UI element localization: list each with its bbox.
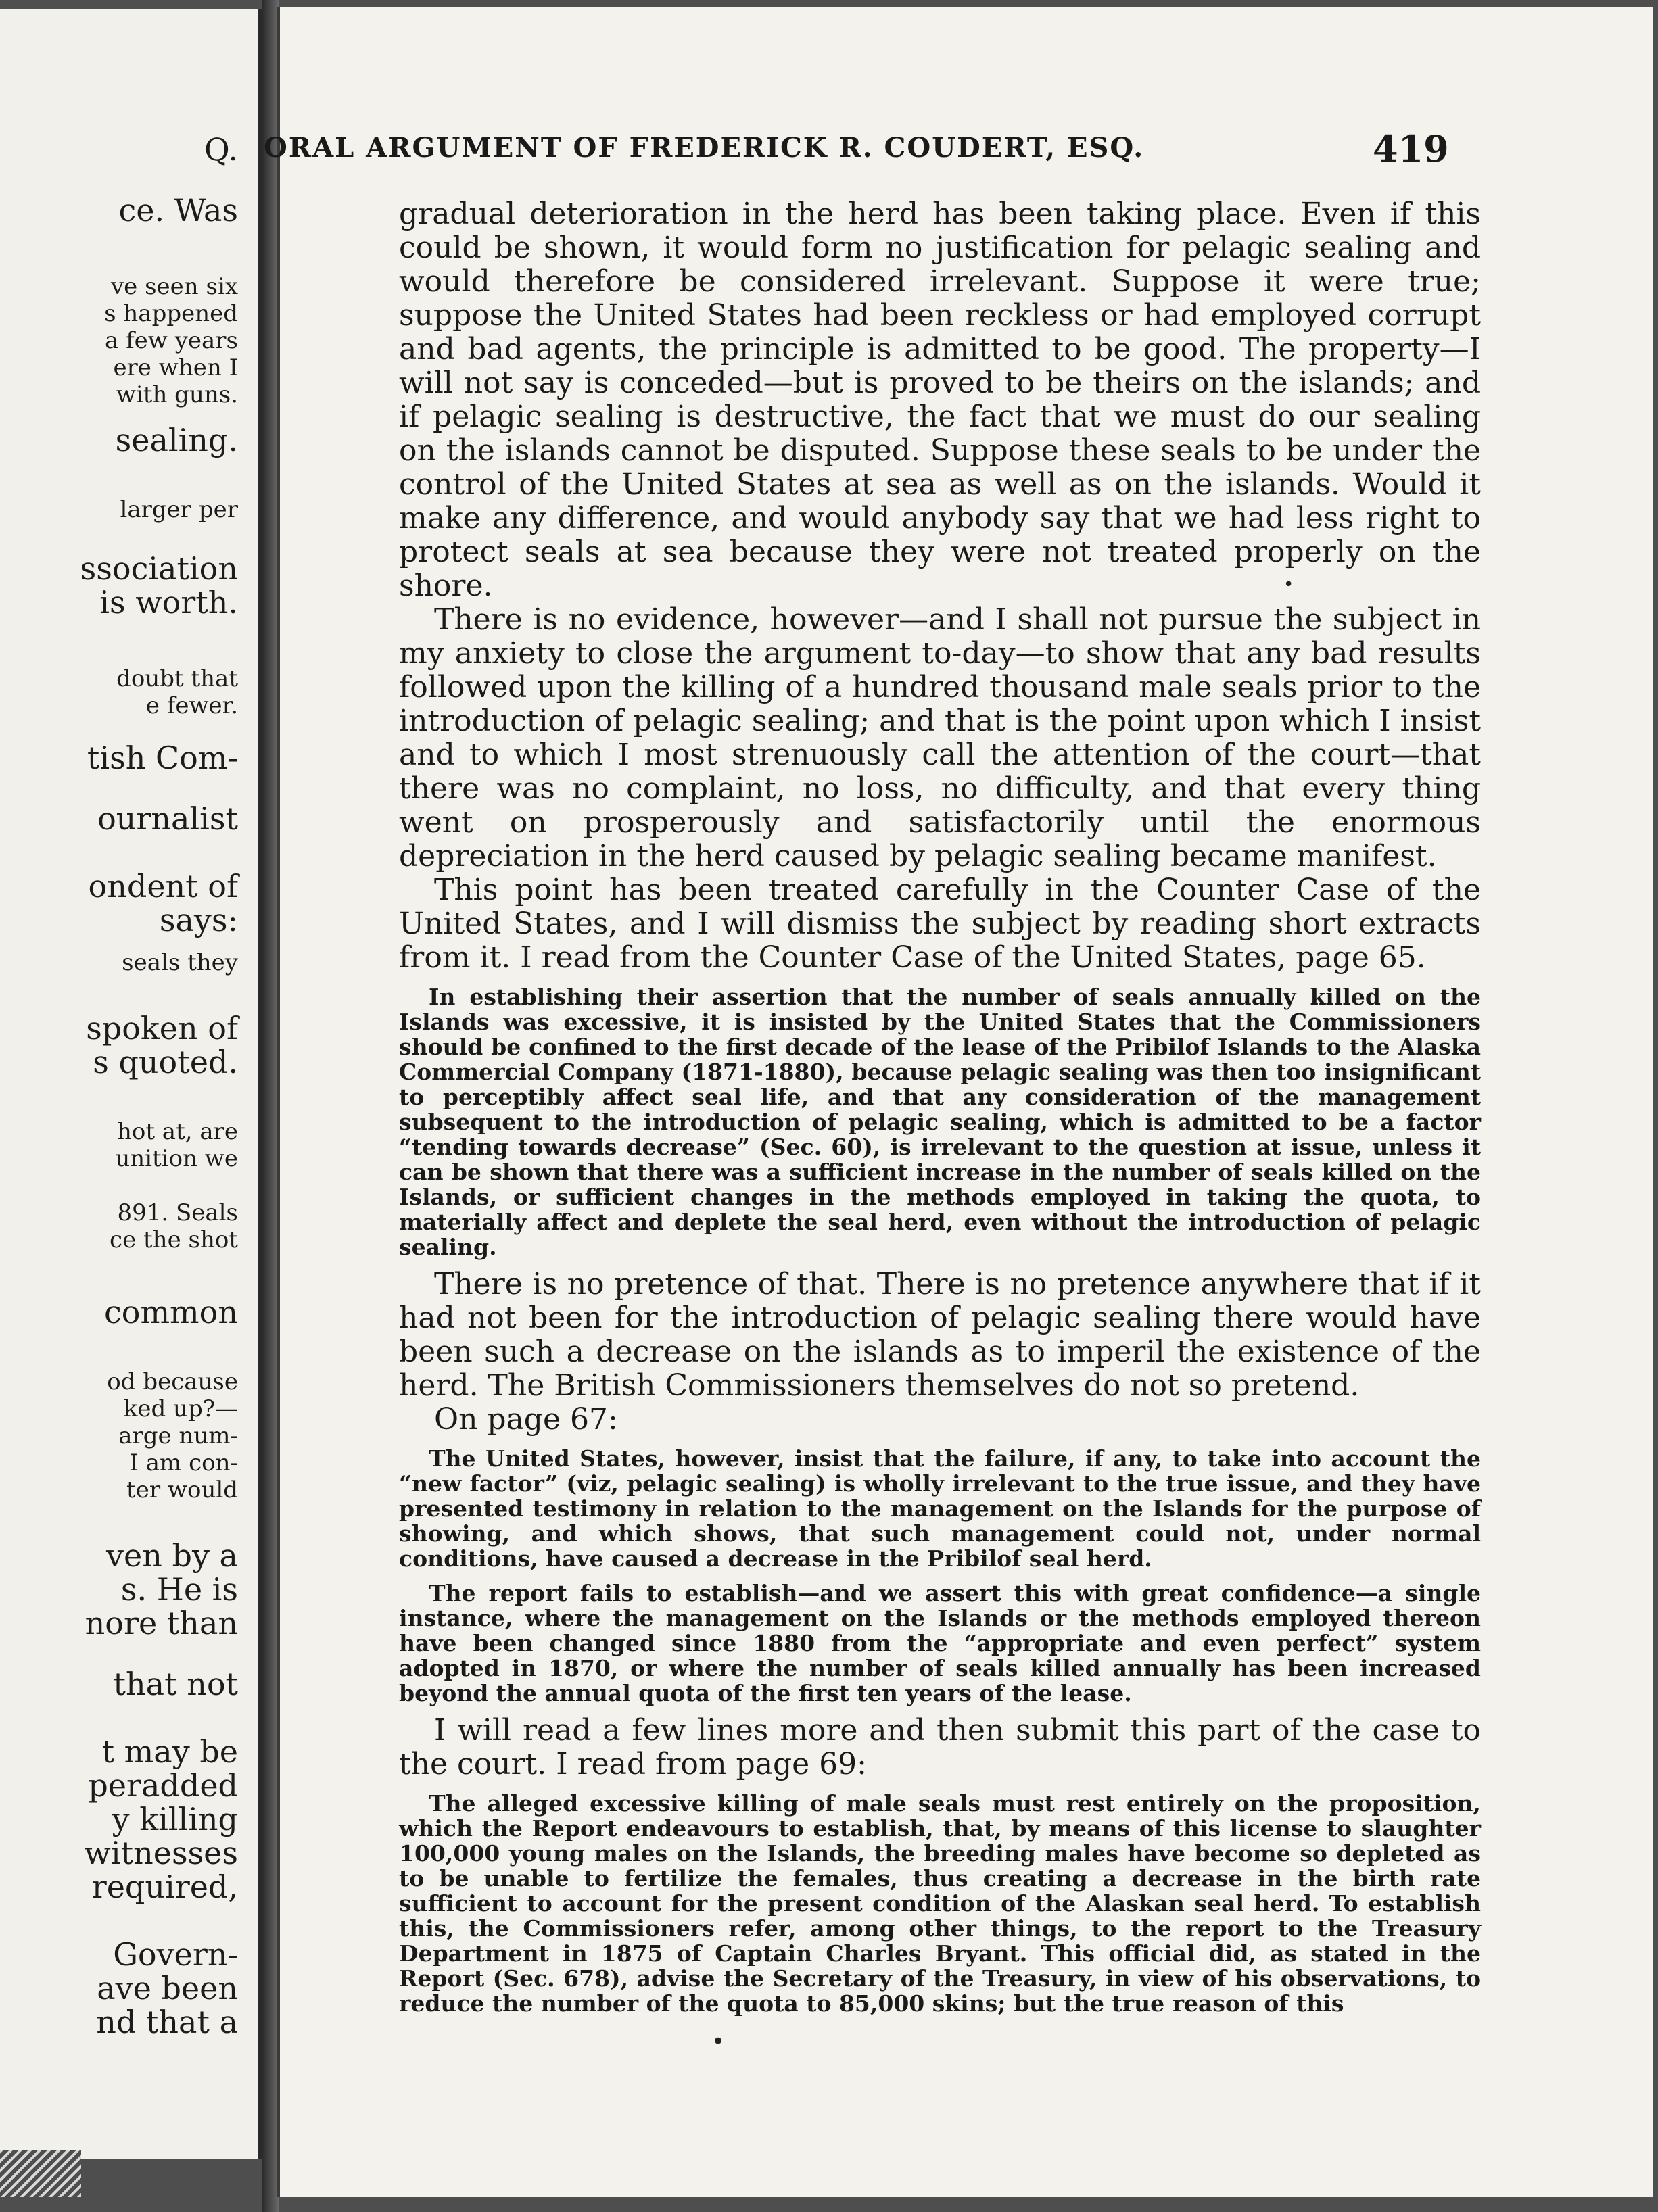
block-quote: In establishing their assertion that the number of seals annually killed on the Islands was excessive, it is insisted by the United States that the Commissioners should be confined to the first decade of the lease of the Pribilof Islands to the Alaska Commercial Company (1871-1880), because pelagic sealing was then too insignificant to perceptibly affect seal life, and that any consideration of the management subsequent to the introduction of pelagic sealing, which is admitted to be a factor “tending towards decrease” (Sec. 60), is irrelevant to the question at issue, unless it can be shown that there was a sufficient increase in the number of seals killed on the Islands, or sufficient changes in the methods employed in taking the quota, to materially affect and deplete the seal herd, even without the introduction of pelagic sealing. xyxy=(399,984,1481,1260)
page-body xyxy=(399,197,1481,2024)
previous-page-text-fragment: od because xyxy=(107,1368,238,1395)
previous-page-text-fragment: e fewer. xyxy=(145,692,238,719)
ink-speck: • xyxy=(1283,575,1294,595)
block-quote: The United States, however, insist that the failure, if any, to take into account the “new factor” (viz, pelagic sealing) is wholly irrelevant to the true issue, and they have presented testimony in relation to the management on the Islands for the purpose of showing, and which shows, that such management could not, under normal conditions, have caused a decrease in the Pribilof seal herd. xyxy=(399,1445,1481,1572)
book-gutter xyxy=(262,0,279,2212)
previous-page-text-fragment: ssociation xyxy=(80,550,238,587)
previous-page-text-fragment: t may be xyxy=(101,1733,238,1770)
previous-page-text-fragment: Govern- xyxy=(113,1936,238,1973)
previous-page-text-fragment: s. He is xyxy=(120,1571,238,1608)
previous-page-text-fragment: larger per xyxy=(120,496,238,523)
previous-page-text-fragment: ce. Was xyxy=(118,192,238,229)
scan-edge-mark xyxy=(0,2150,81,2197)
previous-page-text-fragment: nd that a xyxy=(96,2004,238,2040)
block-quote: The report fails to establish—and we assert this with great confidence—a single instance, where the management on the Islands or the methods employed thereon have been changed since 1880 from the “appropriate and even perfect” system adopted in 1870, or where the number of seals killed annually has been increased beyond the annual quota of the first ten years of the lease. xyxy=(399,1580,1481,1706)
block-quote: The alleged excessive killing of male seals must rest entirely on the proposition, which the Report endeavours to establish, that, by means of this license to slaughter 100,000 young males on the Islands, the breeding males have become so depleted as to be unable to fertilize the females, thus creating a decrease in the birth rate sufficient to account for the present condition of the Alaskan seal herd. To establish this, the Commissioners refer, among other things, to the report to the Treasury Department in 1875 of Captain Charles Bryant. This official did, as stated in the Report (Sec. 678), advise the Secretary of the Treasury, in view of his observations, to reduce the number of the quota to 85,000 skins; but the true reason of this xyxy=(399,1790,1481,2017)
previous-page-text-fragment: I am con- xyxy=(129,1449,238,1476)
ink-speck: • xyxy=(711,2028,726,2055)
previous-page-text-fragment: hot at, are xyxy=(116,1118,238,1145)
previous-page-text-fragment: ournalist xyxy=(97,800,238,837)
previous-page-text-fragment: witnesses xyxy=(84,1835,238,1871)
page-number: 419 xyxy=(1373,127,1449,170)
previous-page-text-fragment: spoken of xyxy=(86,1010,238,1047)
previous-page-text-fragment: that not xyxy=(113,1666,238,1702)
previous-page-text-fragment: doubt that xyxy=(116,665,238,692)
previous-page-text-fragment: ked up?— xyxy=(123,1395,238,1422)
previous-page-text-fragment: seals they xyxy=(122,949,238,976)
previous-page-text-fragment: ce the shot xyxy=(110,1226,238,1253)
previous-page-text-fragment: ven by a xyxy=(106,1537,238,1574)
previous-page-text-fragment: s quoted. xyxy=(93,1044,238,1080)
body-paragraph: This point has been treated carefully in the Counter Case of the United States, and I will dismiss the subject by reading short extracts from it. I read from the Counter Case of the United States, page 65. xyxy=(399,873,1481,975)
previous-page-text-fragment: arge num- xyxy=(118,1422,238,1449)
previous-page-text-fragment: says: xyxy=(159,902,238,938)
body-paragraph: On page 67: xyxy=(434,1402,618,1437)
previous-page-strip xyxy=(0,9,262,2159)
previous-page-text-fragment: required, xyxy=(91,1869,238,1905)
previous-page-text-fragment: ave been xyxy=(97,1970,238,2006)
previous-page-text-fragment: unition we xyxy=(115,1145,238,1172)
previous-page-text-fragment: is worth. xyxy=(99,584,238,621)
previous-page-text-fragment: ere when I xyxy=(113,354,238,381)
body-paragraph: I will read a few lines more and then submit this part of the case to the court. I read from page 69: xyxy=(399,1713,1481,1781)
previous-page-text-fragment: nore than xyxy=(85,1605,238,1641)
previous-page-text-fragment: Q. xyxy=(204,131,238,168)
running-head: ORAL ARGUMENT OF FREDERICK R. COUDERT, ESQ. xyxy=(264,132,1145,164)
body-paragraph: gradual deterioration in the herd has been taking place. Even if this could be shown, it would form no justification for pelagic sealing and would therefore be considered irrelevant. Suppose it were true; suppose the United States had been reckless or had employed corrupt and bad agents, the principle is admitted to be good. The property—I will not say is conceded—but is proved to be theirs on the islands; and if pelagic sealing is destructive, the fact that we must do our sealing on the islands cannot be disputed. Suppose these seals to be under the control of the United States at sea as well as on the islands. Would it make any difference, and would anybody say that we had less right to protect seals at sea because they were not treated properly on the shore. xyxy=(399,197,1481,603)
previous-page-text-fragment: peradded xyxy=(88,1767,238,1804)
previous-page-text-fragment: tish Com- xyxy=(87,740,238,776)
previous-page-text-fragment: ondent of xyxy=(88,868,238,905)
previous-page-text-fragment: common xyxy=(103,1294,238,1330)
previous-page-text-fragment: 891. Seals xyxy=(117,1199,238,1226)
previous-page-text-fragment: ter would xyxy=(126,1476,238,1504)
previous-page-text-fragment: y killing xyxy=(112,1801,238,1837)
previous-page-text-fragment: a few years xyxy=(105,327,238,354)
previous-page-text-fragment: ve seen six xyxy=(110,273,238,300)
previous-page-text-fragment: with guns. xyxy=(116,381,238,408)
body-paragraph: There is no evidence, however—and I shall not pursue the subject in my anxiety to close the argument to-day—to show that any bad results followed upon the killing of a hundred thousand male seals prior to the introduction of pelagic sealing; and that is the point upon which I insist and to which I most strenuously call the attention of the court—that there was no complaint, no loss, no difficulty, and that every thing went on prosperously and satisfactorily until the enormous depreciation in the herd caused by pelagic sealing became manifest. xyxy=(399,602,1481,873)
body-paragraph: There is no pretence of that. There is no pretence anywhere that if it had not been for the introduction of pelagic sealing there would have been such a decrease on the islands as to imperil the existence of the herd. The British Commissioners themselves do not so pretend. xyxy=(399,1267,1481,1403)
previous-page-text-fragment: sealing. xyxy=(115,422,238,458)
previous-page-text-fragment: s happened xyxy=(104,300,238,327)
